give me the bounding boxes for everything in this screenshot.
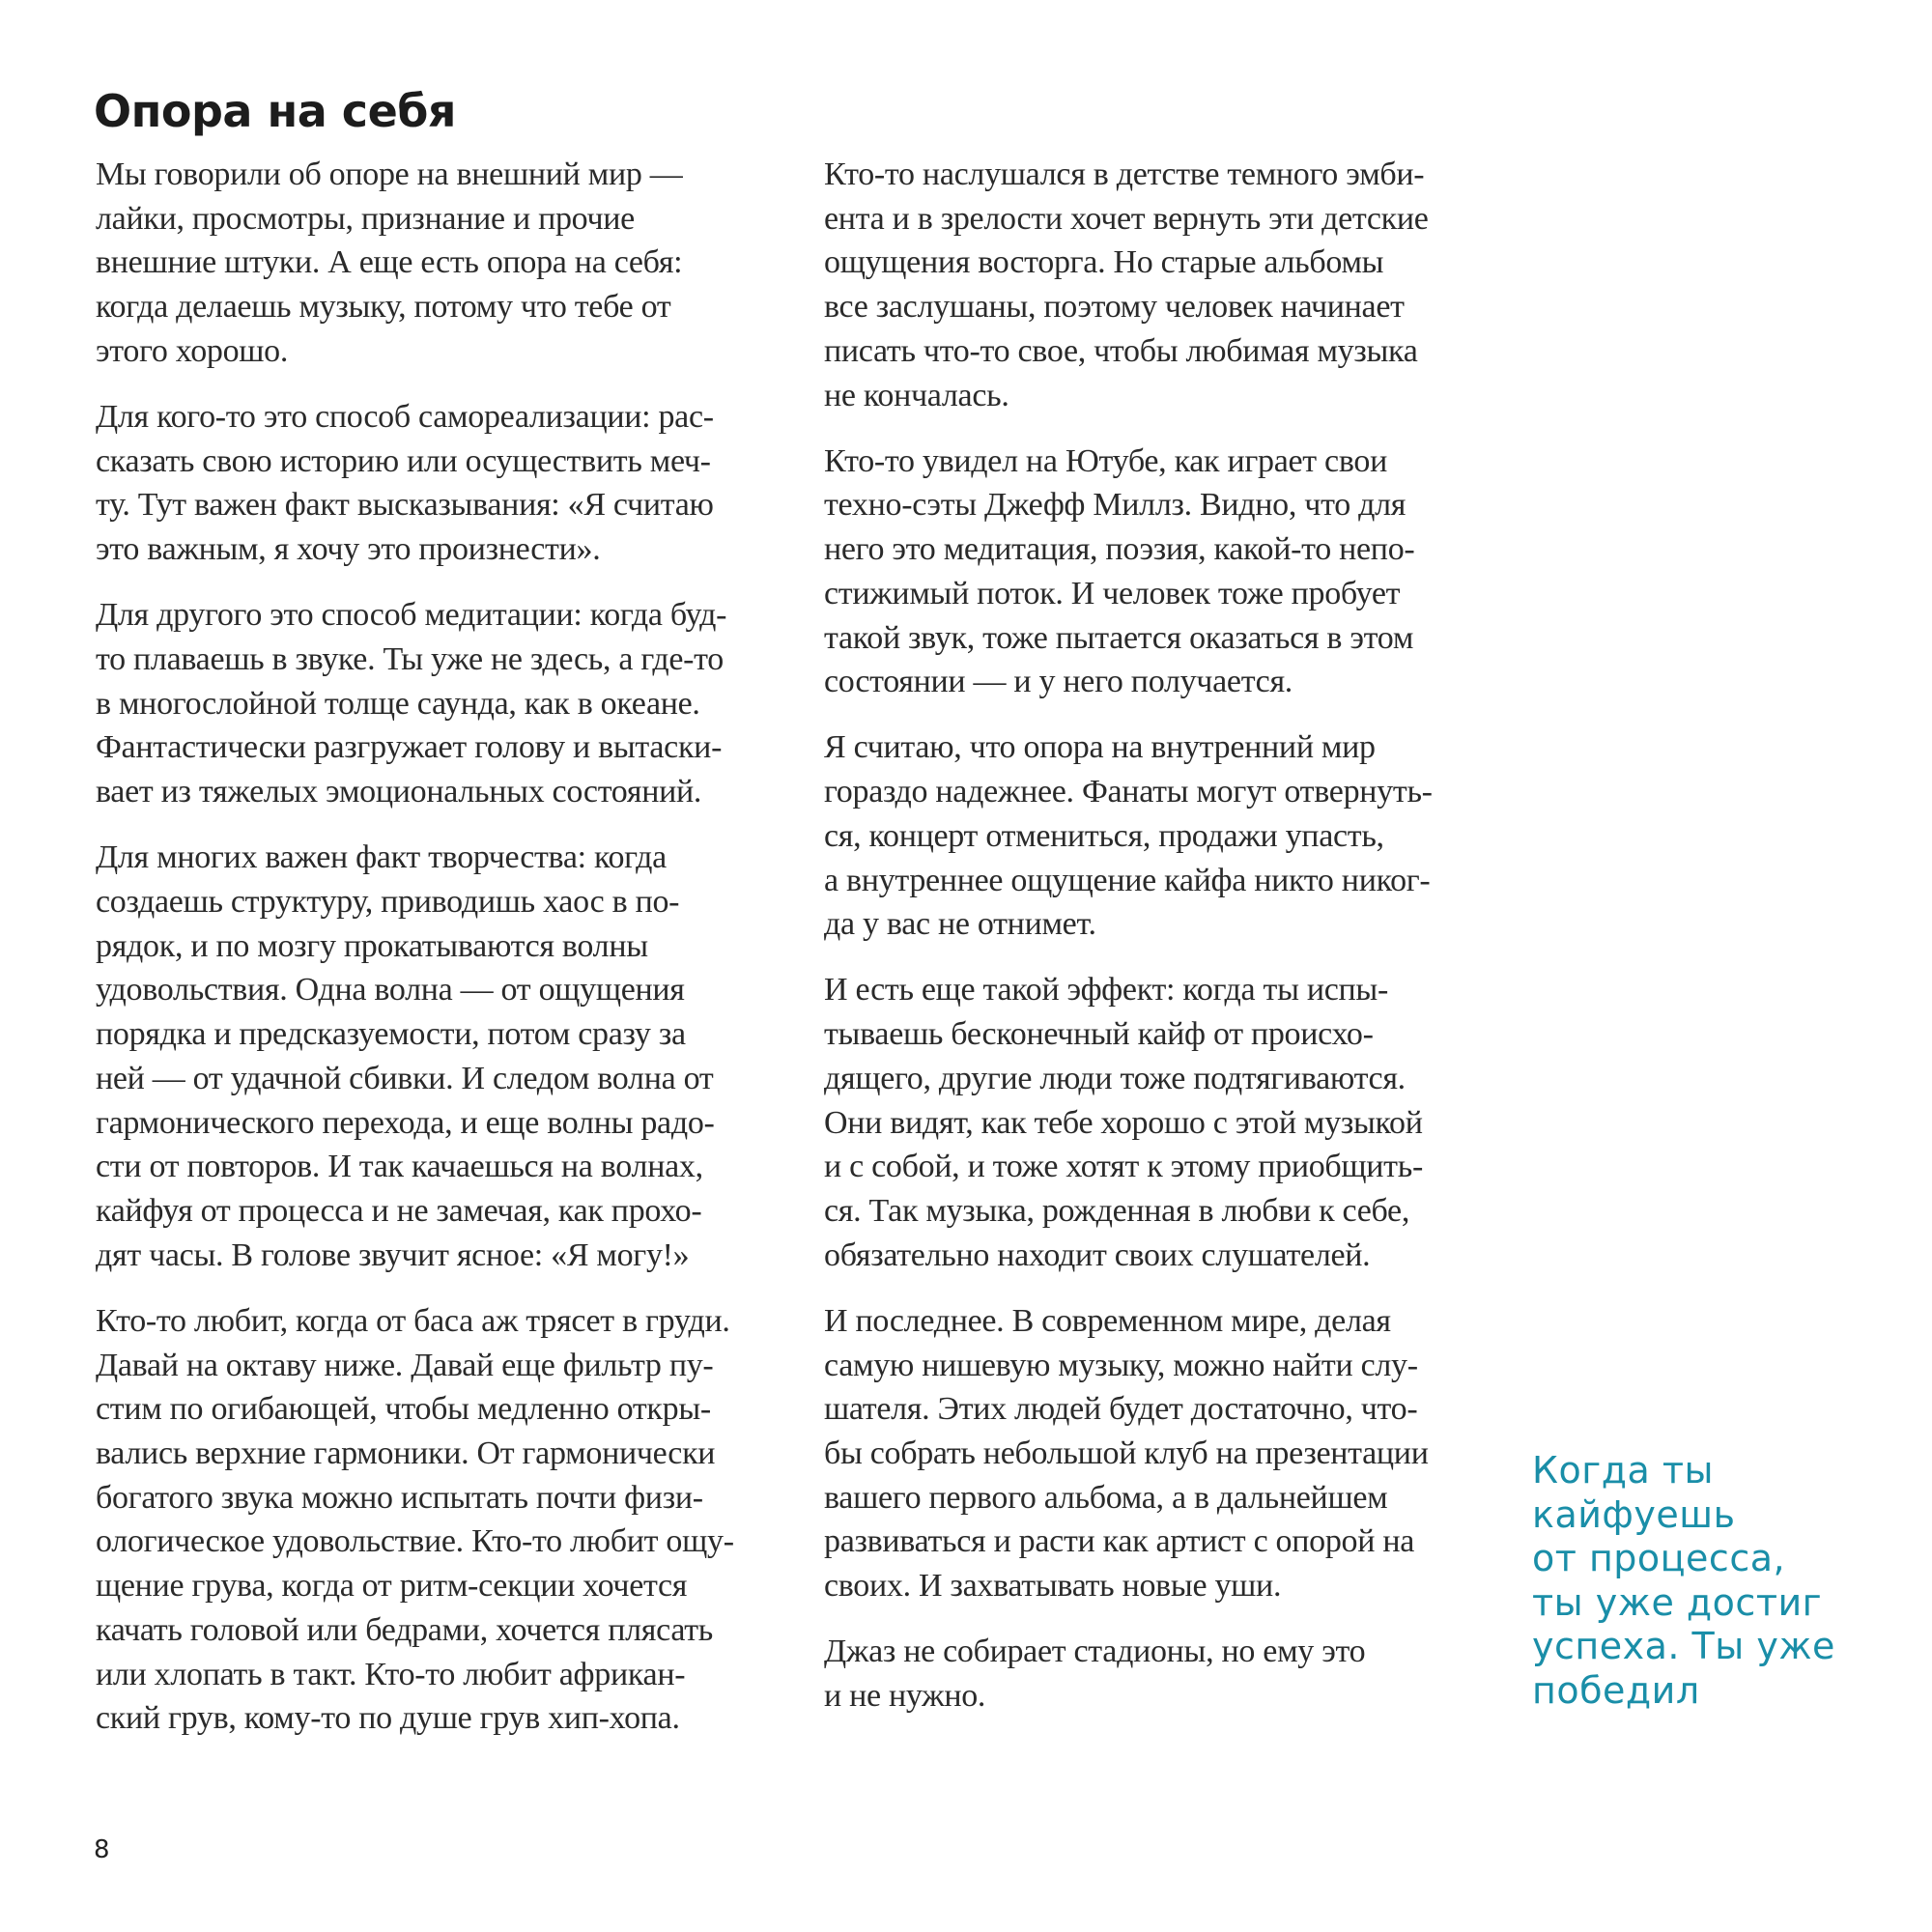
paragraph: И последнее. В современном мире, делая самую нишевую музыку, можно найти слу- шателя. Этих людей будет достаточно, что- бы собрать небольшой клуб на презентации вашего первого альбома, а в дальнейшем развиваться и расти как артист с опорой на своих. И захватывать новые уши. [824, 1302, 1429, 1605]
paragraph: Для многих важен факт творчества: когда создаешь структуру, приводишь хаос в по- рядок, и по мозгу прокатываются волны удовольствия. Одна волна — от ощущения порядка и предсказуемости, потом сразу за ней — от удачной сбивки. И следом волна от гармонического перехода, и еще волны радо- сти от повторов. И так качаешься на волнах, кайфуя от процесса и не замечая, как прохо- дят часы. В голове звучит ясное: «Я могу!» [96, 839, 715, 1273]
paragraph: Кто-то увидел на Ютубе, как играет свои техно-сэты Джефф Миллз. Видно, что для него это медитация, поэзия, какой-то непо- стижимый поток. И человек тоже пробует такой звук, тоже пытается оказаться в этом состоянии — и у него получается. [824, 442, 1415, 700]
paragraph: Мы говорили об опоре на внешний мир — лайки, просмотры, признание и прочие внешние штуки. А еще есть опора на себя: когда делаешь музыку, потому что тебе от этого хорошо. [96, 156, 683, 369]
text-column-right [824, 153, 1539, 1740]
page-number: 8 [94, 1835, 110, 1864]
section-heading: Опора на себя [94, 85, 456, 137]
text-column-left [96, 153, 810, 1762]
paragraph: Кто-то любит, когда от баса аж трясет в груди. Давай на октаву ниже. Давай еще фильтр пу- стим по огибающей, чтобы медленно откры- вались верхние гармоники. От гармонически богатого звука можно испытать почти физи- ологическое удовольствие. Кто-то любит ощу- щение грува, когда от ритм-секции хочется качать головой или бедрами, хочется плясать или хлопать в такт. Кто-то любит африкан- ский грув, кому-то по душе грув хип-хопа. [96, 1302, 734, 1737]
paragraph: Джаз не собирает стадионы, но ему это и не нужно. [824, 1634, 1366, 1714]
paragraph: Я считаю, что опора на внутренний мир гораздо надежнее. Фанаты могут отвернуть- ся, концерт отмениться, продажи упасть, а внутреннее ощущение кайфа никто никог- да у вас не отнимет. [824, 729, 1433, 943]
paragraph: И есть еще такой эффект: когда ты испы- тываешь бесконечный кайф от происхо- дящего, другие люди тоже подтягиваются. Они видят, как тебе хорошо с этой музыкой и с собой, и тоже хотят к этому приобщить- ся. Так музыка, рожденная в любви к себе, обязательно находит своих слушателей. [824, 972, 1423, 1273]
paragraph: Для другого это способ медитации: когда буд- то плаваешь в звуке. Ты уже не здесь, а где-то в многослойной толще саунда, как в океане. Фантастически разгружает голову и вытаски- вает из тяжелых эмоциональных состояний. [96, 597, 727, 810]
paragraph: Для кого-то это способ самореализации: рас- сказать свою историю или осуществить меч- ту. Тут важен факт высказывания: «Я считаю это важным, я хочу это произнести». [96, 399, 714, 568]
paragraph: Кто-то наслушался в детстве темного эмби- ента и в зрелости хочет вернуть эти детские ощущения восторга. Но старые альбомы все заслушаны, поэтому человек начинает писать что-то свое, чтобы любимая музыка не кончалась. [824, 156, 1429, 413]
pull-quote: Когда ты кайфуешь от процесса, ты уже достиг успеха. Ты уже победил [1532, 1449, 1835, 1712]
